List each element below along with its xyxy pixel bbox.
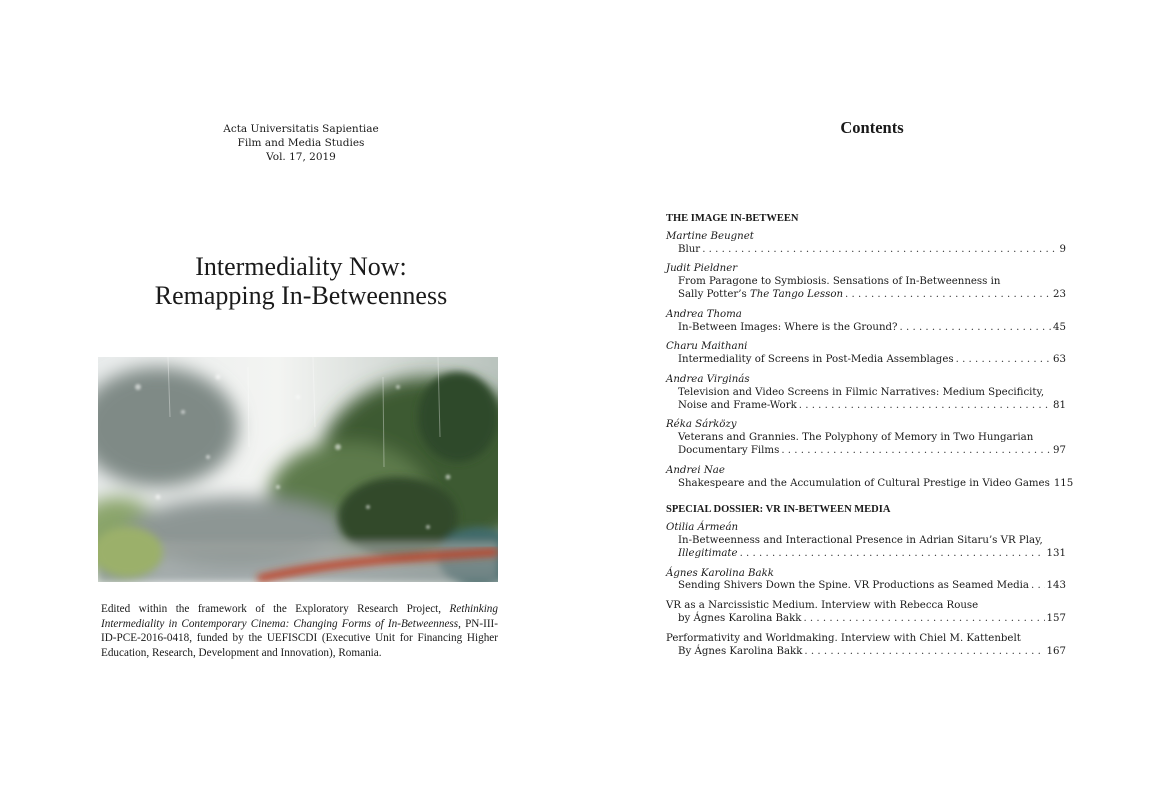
toc-section-title: THE IMAGE IN-BETWEEN xyxy=(666,213,799,224)
toc-page-number[interactable]: 81 xyxy=(1053,399,1066,411)
toc-entry xyxy=(666,419,1066,457)
toc-article-title: Blur xyxy=(678,243,701,255)
leader-dots xyxy=(740,548,1045,561)
book-title xyxy=(100,252,502,310)
toc-author: Martine Beugnet xyxy=(666,230,754,242)
cover-photo xyxy=(98,357,498,582)
toc-page-number[interactable]: 45 xyxy=(1053,321,1066,333)
table-of-contents xyxy=(666,213,1074,665)
leader-dots xyxy=(799,400,1051,413)
funding-suffix: , PN-III-ID-PCE-2016-0418, funded by the UEFISCDI (Executive Unit for Financing Higher Education, Research, Development and Innovation), Romania. xyxy=(101,617,498,659)
toc-entry xyxy=(666,231,1066,257)
toc-author: Réka Sárközy xyxy=(666,419,737,431)
journal-info xyxy=(160,122,442,164)
toc-interview-title: Performativity and Worldmaking. Interview with Chiel M. Kattenbelt xyxy=(666,632,1021,644)
toc-author: Andrei Nae xyxy=(666,464,725,476)
funding-note xyxy=(101,602,498,660)
toc-page-number[interactable]: 157 xyxy=(1046,612,1066,624)
toc-article-title-cont xyxy=(678,548,738,561)
toc-author: Andrea Virginás xyxy=(666,373,750,385)
toc-article-title: Television and Video Screens in Filmic Narratives: Medium Specificity, xyxy=(678,386,1045,398)
toc-entry xyxy=(666,374,1066,412)
toc-play-title: Illegitimate xyxy=(678,547,738,559)
toc-entry xyxy=(666,522,1066,560)
toc-article-title-cont xyxy=(678,289,843,302)
leader-dots xyxy=(803,613,1044,626)
toc-article-title: Shakespeare and the Accumulation of Cultural Prestige in Video Games xyxy=(678,477,1050,489)
toc-entry xyxy=(666,464,1074,491)
toc-page-number[interactable]: 97 xyxy=(1053,444,1066,456)
journal-name: Acta Universitatis Sapientiae xyxy=(223,123,379,135)
toc-entry xyxy=(666,633,1066,659)
toc-author: Otilia Ármeán xyxy=(666,522,739,534)
contents-heading: Contents xyxy=(840,118,904,137)
toc-entry xyxy=(666,263,1066,301)
toc-page-number[interactable]: 23 xyxy=(1053,288,1066,300)
book-title-line-1: Intermediality Now: xyxy=(195,252,407,281)
funding-prefix: Edited within the framework of the Exploratory Research Project, xyxy=(101,603,450,615)
toc-page-number[interactable]: 131 xyxy=(1046,547,1066,559)
toc-entry xyxy=(666,341,1066,367)
leader-dots xyxy=(781,445,1051,458)
toc-interviewer: By Ágnes Karolina Bakk xyxy=(678,645,803,657)
toc-author: Andrea Thoma xyxy=(666,308,742,320)
toc-page-number[interactable]: 143 xyxy=(1046,580,1066,592)
toc-author: Charu Maithani xyxy=(666,341,748,353)
toc-author: Judit Pieldner xyxy=(666,263,738,275)
leader-dots xyxy=(900,322,1052,335)
leader-dots xyxy=(702,244,1057,257)
right-page xyxy=(576,0,1152,792)
toc-entry xyxy=(666,568,1066,594)
leader-dots xyxy=(804,646,1044,659)
toc-section-title: SPECIAL DOSSIER: VR IN-BETWEEN MEDIA xyxy=(666,504,891,516)
toc-page-number[interactable]: 167 xyxy=(1046,645,1066,657)
leader-dots xyxy=(845,289,1051,302)
book-title-line-2: Remapping In-Betweenness xyxy=(154,281,448,310)
toc-interviewer: by Ágnes Karolina Bakk xyxy=(678,612,802,624)
journal-series: Film and Media Studies xyxy=(237,137,365,149)
toc-entry xyxy=(666,309,1066,335)
toc-article-title: Veterans and Grannies. The Polyphony of Memory in Two Hungarian xyxy=(678,432,1034,444)
leader-dots xyxy=(956,354,1051,367)
leader-dots xyxy=(1031,580,1045,593)
journal-volume: Vol. 17, 2019 xyxy=(266,151,336,163)
toc-page-number[interactable]: 9 xyxy=(1059,243,1066,255)
toc-article-title: In-Betweenness and Interactional Presence in Adrian Sitaru’s VR Play, xyxy=(678,534,1043,546)
toc-article-title: Sending Shivers Down the Spine. VR Productions as Seamed Media xyxy=(678,580,1029,592)
toc-entry xyxy=(666,600,1066,626)
blurred-window-photo xyxy=(98,357,498,582)
toc-article-title-cont: Noise and Frame-Work xyxy=(678,399,797,411)
toc-page-number[interactable]: 115 xyxy=(1053,477,1074,489)
toc-article-title-text: Sally Potter’s xyxy=(678,288,750,300)
toc-author: Ágnes Karolina Bakk xyxy=(666,567,774,579)
toc-interview-title: VR as a Narcissistic Medium. Interview with Rebecca Rouse xyxy=(666,600,979,612)
toc-film-title: The Tango Lesson xyxy=(749,288,844,300)
toc-article-title: Intermediality of Screens in Post-Media Assemblages xyxy=(678,354,954,366)
funding-project-title: Rethinking Intermediality in Contemporary Cinema: Changing Forms of In-Betweenness xyxy=(101,603,498,630)
toc-article-title: From Paragone to Symbiosis. Sensations of In-Betweenness in xyxy=(678,276,1001,288)
toc-page-number[interactable]: 63 xyxy=(1053,354,1066,366)
toc-article-title: In-Between Images: Where is the Ground? xyxy=(678,321,898,333)
toc-article-title-cont: Documentary Films xyxy=(678,444,780,456)
